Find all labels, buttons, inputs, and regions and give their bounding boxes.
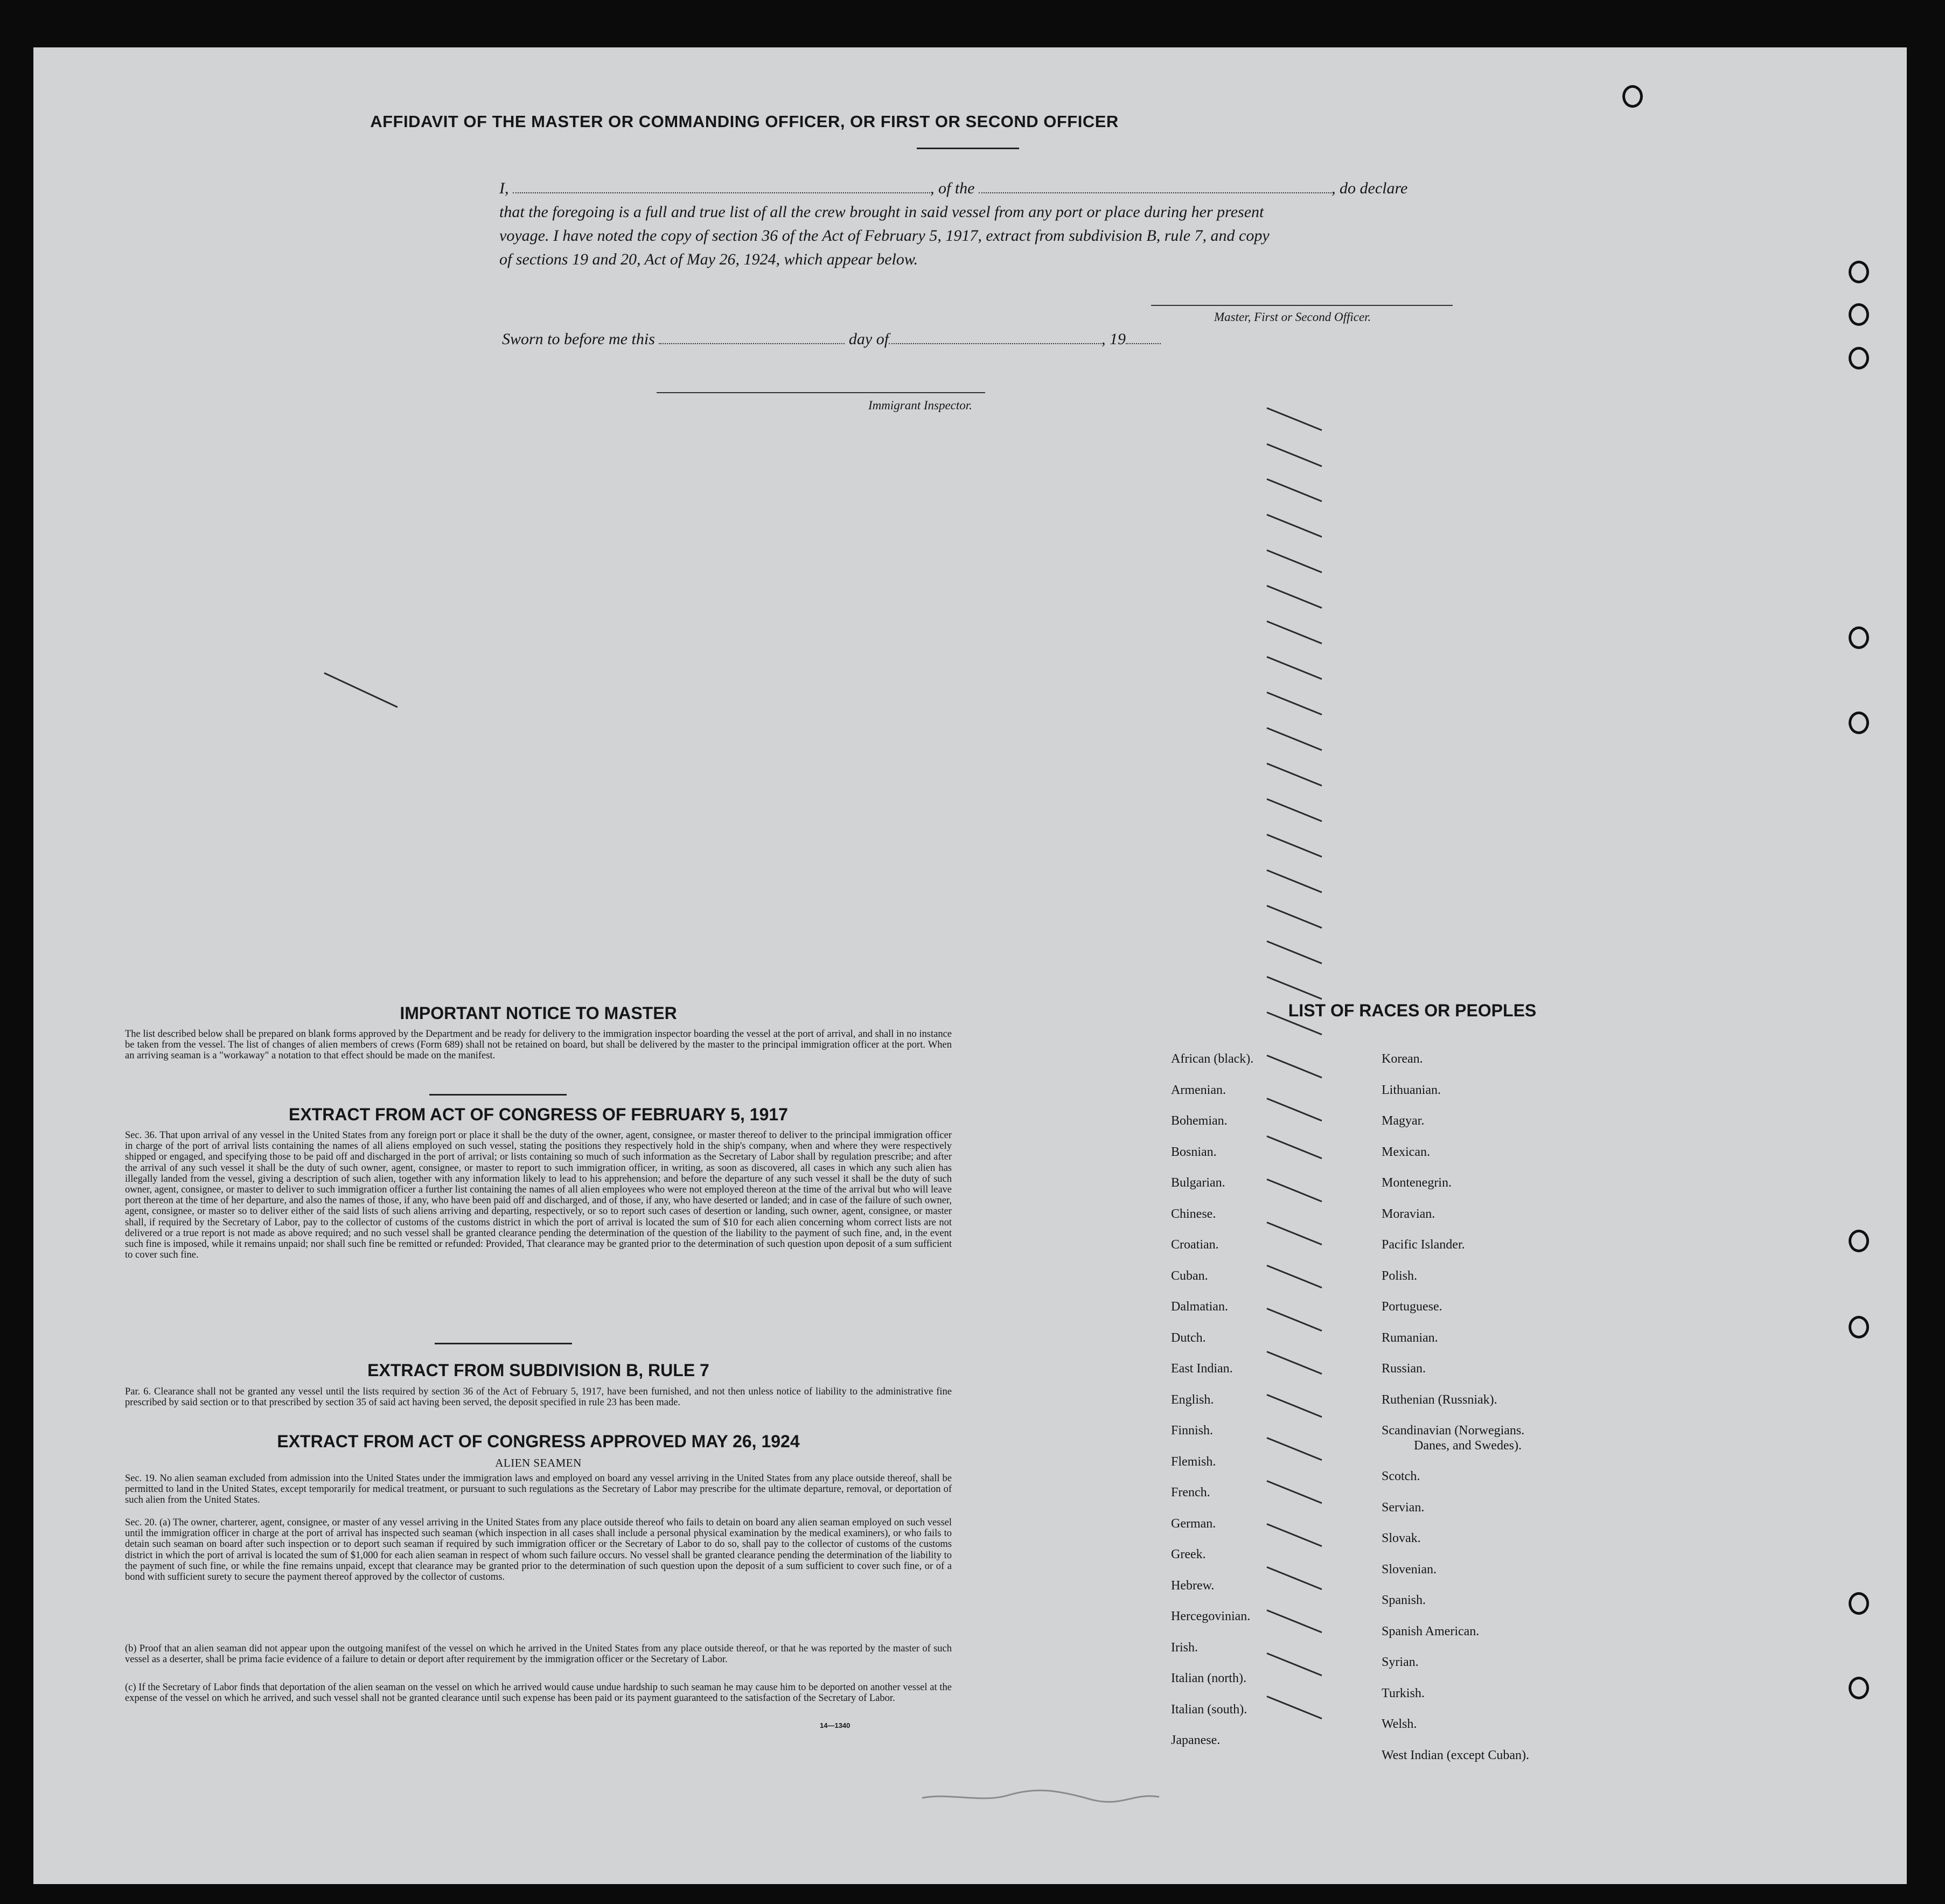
signature-line[interactable]: [1151, 305, 1453, 306]
race-item: German.: [1171, 1516, 1216, 1531]
rule-7-heading: EXTRACT FROM SUBDIVISION B, RULE 7: [367, 1361, 709, 1380]
race-item: Irish.: [1171, 1640, 1198, 1655]
race-item: Korean.: [1382, 1052, 1423, 1066]
punch-hole: [1849, 303, 1869, 326]
extract-1924-sec-20b: (b) Proof that an alien seaman did not appear upon the outgoing manifest of the vessel on which he arrived in the United States from any place outside thereof, or that he was reported by the master of such vessel as a deserter, shall be prima facie evidence of a failure to detain or deport after requirement by the immigration officer or the Secretary of Labor.: [125, 1643, 952, 1665]
pencil-scribble: [917, 1771, 1165, 1814]
punch-hole: [1849, 712, 1869, 734]
race-item: English.: [1171, 1392, 1214, 1407]
race-item: Cuban.: [1171, 1268, 1208, 1283]
punch-hole: [1849, 347, 1869, 369]
notice-text: The list described below shall be prepared on blank forms approved by the Department and be ready for delivery to the immigration inspector boarding the vessel at the port of arrival, and shall in no instance be taken from the vessel. The list of changes of alien members of crews (Form 689) shall not be retained on board, but shall be delivered by the master to the principal immigration officer at the port. When an arriving seaman is a "workaway" a notation to that effect should be made on the manifest.: [125, 1029, 952, 1062]
extract-1924-sec-20c: (c) If the Secretary of Labor finds that deportation of the alien seaman on the vessel on which he arrived would cause undue hardship to such seaman he may cause him to be deported on another vessel at the expense of the vessel on which he arrived, and such vessel shall not be granted clearance until such expense has been paid or its payment guaranteed to the satisfaction of the Secretary of Labor.: [125, 1682, 952, 1704]
punch-hole: [1849, 1230, 1869, 1252]
race-item: Danes, and Swedes).: [1414, 1439, 1522, 1453]
inspector-label: Immigrant Inspector.: [868, 399, 972, 412]
race-item: Scandinavian (Norwegians.: [1382, 1424, 1525, 1438]
affidavit-line-3: voyage. I have noted the copy of section 36 of the Act of February 5, 1917, extract from subdivision B, rule 7, and copy: [499, 227, 1270, 245]
race-item: Bosnian.: [1171, 1145, 1217, 1159]
race-item: Mexican.: [1382, 1145, 1430, 1159]
race-item: Slovak.: [1382, 1531, 1421, 1545]
extract-1924-sec-20a: Sec. 20. (a) The owner, charterer, agent, consignee, or master of any vessel arriving in the United States from any place outside thereof who fails to detain on board any alien seaman employed on such vessel until the immigration officer in charge at the port of arrival has inspected such seaman (which inspection in all cases shall include a personal physical examination by the medical examiners), or who fails to detain such seaman on board after such inspection or to deport such seaman if required by such immigration officer or the Secretary of Labor to do so, shall pay to the collector of customs of the customs district in which the port of arrival is located the sum of $1,000 for each alien seaman in respect of whom such failure occurs. No vessel shall be granted clearance pending the determination of the liability to the payment of such fine, or while the fine remains unpaid, except that clearance may be granted prior to the determination of such question upon the deposit of a sum sufficient to cover such fine, or of a bond with sufficient surety to secure the payment thereof approved by the collector of customs.: [125, 1517, 952, 1583]
rule-7-text: Par. 6. Clearance shall not be granted any vessel until the lists required by section 36 of the Act of February 5, 1917, have been furnished, and not then unless notice of liability to the administrative fine prescribed by said section or to that prescribed by section 35 of said act having been served, the deposit specified in rule 23 has been made.: [125, 1386, 952, 1408]
race-item: West Indian (except Cuban).: [1382, 1748, 1529, 1762]
race-item: Polish.: [1382, 1268, 1418, 1283]
race-item: Rumanian.: [1382, 1330, 1438, 1345]
affidavit-title: AFFIDAVIT OF THE MASTER OR COMMANDING OFFICER, OR FIRST OR SECOND OFFICER: [370, 112, 1119, 131]
race-item: Dutch.: [1171, 1330, 1206, 1345]
extract-1917-text: Sec. 36. That upon arrival of any vessel in the United States from any foreign port or place it shall be the duty of the owner, agent, consignee, or master thereof to deliver to the principal immigration officer in charge of the port of arrival lists containing the names of all aliens employed on such vessel, stating the positions they respectively hold in the ship's company, when and where they were respectively shipped or engaged, and specifying those to be paid off and discharged in the port of arrival; or lists containing so much of such information as the Secretary of Labor shall by regulation prescribe; and after the arrival of any such vessel it shall be the duty of such owner, agent, consignee, or master to report to such immigration officer, in writing, as soon as discovered, all cases in which any such alien has illegally landed from the vessel, giving a description of such alien, together with any information likely to lead to his apprehension; and before the departure of any such vessel it shall be the duty of such owner, agent, consignee, or master to deliver to such immigration officer a further list containing the names of all alien employees who were not employed thereon at the time of the arrival but who will leave port thereon at the time of her departure, and also the names of those, if any, who have been paid off and discharged, and of those, if any, who have deserted or landed; and in case of the failure of such owner, agent, consignee, or master so to deliver either of the said lists of such aliens arriving and departing, respectively, or so to report such cases of desertion or landing, such owner, agent, consignee, or master shall, if required by the Secretary of Labor, pay to the collector of customs of the customs district in which the port of arrival is located the sum of $10 for each alien concerning whom correct lists are not delivered or a true report is not made as above required; and no such vessel shall be granted clearance pending the determination of the question of the liability to the payment of such fine, and, in the event such fine is imposed, while it remains unpaid; nor shall such fine be remitted or refunded: Provided, That clearance may be granted prior to the determination of such question upon deposit of a sum sufficient to cover such fine.: [125, 1130, 952, 1261]
race-item: Bulgarian.: [1171, 1176, 1225, 1190]
vessel-name-field[interactable]: [979, 192, 1331, 193]
sworn-text: Sworn to before me this: [502, 330, 655, 348]
document-page: [33, 47, 1907, 1884]
affidavit-text: [499, 177, 1528, 271]
title-divider: [917, 148, 1019, 149]
affidavit-line-2: that the foregoing is a full and true list of all the crew brought in said vessel from any port or place during her present: [499, 203, 1264, 221]
race-item: Scotch.: [1382, 1469, 1420, 1483]
race-item: Russian.: [1382, 1362, 1426, 1376]
race-item: Pacific Islander.: [1382, 1238, 1465, 1252]
punch-hole: [1849, 1316, 1869, 1338]
races-heading: LIST OF RACES OR PEOPLES: [1288, 1001, 1537, 1020]
race-item: Spanish.: [1382, 1593, 1426, 1607]
section-divider: [435, 1343, 572, 1344]
race-item: French.: [1171, 1485, 1210, 1500]
race-item: Finnish.: [1171, 1424, 1214, 1438]
race-item: Ruthenian (Russniak).: [1382, 1392, 1497, 1407]
affidavit-do-declare: , do declare: [1331, 179, 1408, 197]
affidavit-of-the: , of the: [930, 179, 975, 197]
race-item: Syrian.: [1382, 1655, 1419, 1669]
extract-1917-heading: EXTRACT FROM ACT OF CONGRESS OF FEBRUARY 5, 1917: [289, 1105, 788, 1124]
race-item: East Indian.: [1171, 1362, 1233, 1376]
race-item: Greek.: [1171, 1547, 1206, 1561]
race-item: Welsh.: [1382, 1717, 1417, 1731]
signature-label: Master, First or Second Officer.: [1214, 310, 1371, 324]
affidavit-line-1: [499, 177, 1528, 200]
race-item: Japanese.: [1171, 1733, 1221, 1747]
race-item: Spanish American.: [1382, 1624, 1480, 1638]
form-number: 14—1340: [820, 1721, 850, 1729]
sworn-line: [502, 330, 1161, 348]
race-item: Dalmatian.: [1171, 1300, 1228, 1314]
punch-hole: [1849, 626, 1869, 649]
race-item: Portuguese.: [1382, 1300, 1442, 1314]
notice-heading: IMPORTANT NOTICE TO MASTER: [400, 1003, 677, 1023]
race-item: Flemish.: [1171, 1454, 1216, 1469]
punch-hole: [1849, 1592, 1869, 1615]
race-item: Slovenian.: [1382, 1562, 1437, 1577]
race-item: Italian (south).: [1171, 1702, 1247, 1717]
section-divider: [429, 1094, 567, 1096]
race-item: Turkish.: [1382, 1686, 1425, 1700]
punch-hole: [1622, 85, 1643, 108]
sworn-year-field[interactable]: [1126, 343, 1161, 344]
race-item: Croatian.: [1171, 1238, 1219, 1252]
race-item: Moravian.: [1382, 1206, 1435, 1221]
races-right-column: [1382, 1044, 1529, 1771]
races-left-column: [1171, 1044, 1253, 1756]
race-item: Magyar.: [1382, 1114, 1425, 1128]
race-item: Hebrew.: [1171, 1578, 1215, 1593]
sworn-day-field[interactable]: [659, 343, 845, 344]
race-item: Chinese.: [1171, 1206, 1216, 1221]
race-item: Bohemian.: [1171, 1114, 1228, 1128]
alien-seamen-subheading: ALIEN SEAMEN: [495, 1456, 582, 1469]
affidavit-line-4: of sections 19 and 20, Act of May 26, 1924, which appear below.: [499, 250, 918, 268]
sworn-day-of: day of: [848, 330, 889, 348]
extract-1924-heading: EXTRACT FROM ACT OF CONGRESS APPROVED MAY 26, 1924: [277, 1432, 800, 1451]
race-item: African (black).: [1171, 1052, 1254, 1066]
sworn-year-prefix: , 19: [1102, 330, 1126, 348]
race-item: Montenegrin.: [1382, 1176, 1452, 1190]
punch-hole: [1849, 1677, 1869, 1699]
race-item: Italian (north).: [1171, 1671, 1246, 1685]
race-item: Armenian.: [1171, 1083, 1226, 1097]
extract-1924-sec-19: Sec. 19. No alien seaman excluded from admission into the United States under the immigration laws and employed on board any vessel arriving in the United States from any place outside thereof, shall be permitted to land in the United States, except temporarily for medical treatment, or pursuant to such regulations as the Secretary of Labor may prescribe for the ultimate departure, removal, or deportation of such alien from the United States.: [125, 1473, 952, 1506]
race-item: Hercegovinian.: [1171, 1609, 1251, 1623]
race-item: Servian.: [1382, 1500, 1425, 1515]
master-name-field[interactable]: [513, 192, 930, 193]
race-item: Lithuanian.: [1382, 1083, 1441, 1097]
sworn-month-field[interactable]: [889, 343, 1102, 344]
punch-hole: [1849, 261, 1869, 283]
inspector-signature-line[interactable]: [657, 392, 985, 393]
affidavit-i: I,: [499, 179, 509, 197]
